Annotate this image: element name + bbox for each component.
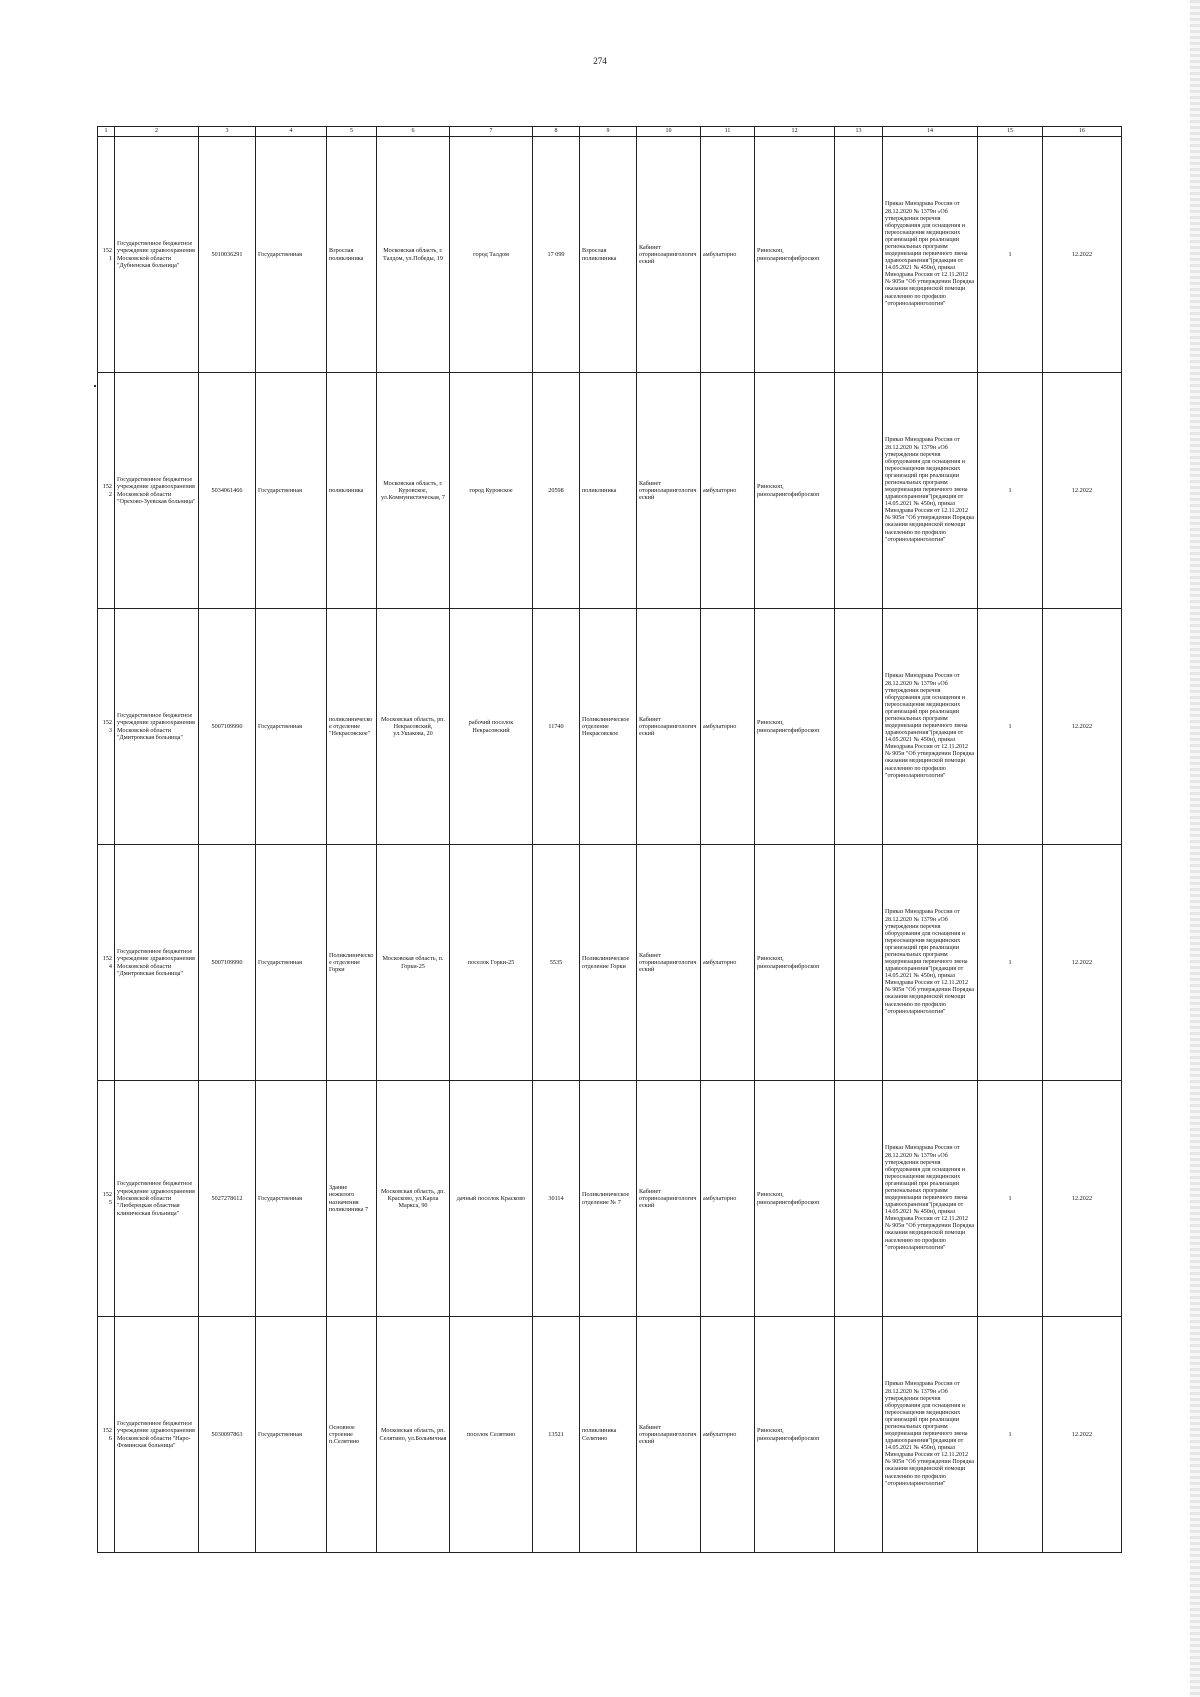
deadline-date: 12.2022 [1043,373,1122,609]
room: Кабинет оториноларингологический [637,845,701,1081]
unit: поликлиника Селятино [580,1317,637,1553]
subdivision: Здание нежилого назначения поликлиника 7 [327,1081,377,1317]
address: Московская область, рп. Некрасовский, ул.Ушакова, 20 [377,609,450,845]
organization-name: Государственное бюджетное учреждение здравоохранения Московской области "Люберецкая областная клиническая больница" [115,1081,199,1317]
ownership-form: Государственная [256,1081,327,1317]
population: 5535 [533,845,580,1081]
unit: Взрослая поликлиника [580,137,637,373]
inn: 5007109990 [199,845,256,1081]
equipment-registry-table [97,126,1122,1553]
address: Московская область, г. Куровское, ул.Коммунистическая, 7 [377,373,450,609]
unit: Поликлиническое отделение Горки [580,845,637,1081]
legal-basis: Приказ Минздрава России от 28.12.2020 № 1379н «Об утверждении перечня оборудования для оснащения и переоснащения медицинских организаций при реализации региональных программ модернизации первичного звена здравоохранения"(редакция от 14.05.2021 № 450н), приказ Минздрава России от 12.11.2012 № 905н "Об утверждении Порядка оказания медицинской помощи населению по профилю "оториноларингология" [883,609,978,845]
organization-name: Государственное бюджетное учреждение здравоохранения Московской области "Орехово-Зуевская больница" [115,373,199,609]
column-13-cell [835,845,883,1081]
column-header: 13 [835,127,883,137]
column-13-cell [835,1317,883,1553]
column-13-cell [835,373,883,609]
table-row [98,373,1122,609]
locality: рабочий поселок Некрасовский [450,609,533,845]
ownership-form: Государственная [256,609,327,845]
table-row [98,845,1122,1081]
locality: город Талдом [450,137,533,373]
column-header: 11 [701,127,755,137]
locality: поселок Горки-25 [450,845,533,1081]
column-header: 14 [883,127,978,137]
locality: поселок Селятино [450,1317,533,1553]
column-header: 15 [978,127,1043,137]
column-header: 8 [533,127,580,137]
ownership-form: Государственная [256,373,327,609]
column-number-row [98,127,1122,137]
column-header: 1 [98,127,115,137]
legal-basis: Приказ Минздрава России от 28.12.2020 № 1379н «Об утверждении перечня оборудования для оснащения и переоснащения медицинских организаций при реализации региональных программ модернизации первичного звена здравоохранения"(редакция от 14.05.2021 № 450н), приказ Минздрава России от 12.11.2012 № 905н "Об утверждении Порядка оказания медицинской помощи населению по профилю "оториноларингология" [883,1317,978,1553]
deadline-date: 12.2022 [1043,1317,1122,1553]
deadline-date: 12.2022 [1043,609,1122,845]
legal-basis: Приказ Минздрава России от 28.12.2020 № 1379н «Об утверждении перечня оборудования для оснащения и переоснащения медицинских организаций при реализации региональных программ модернизации первичного звена здравоохранения"(редакция от 14.05.2021 № 450н), приказ Минздрава России от 12.11.2012 № 905н "Об утверждении Порядка оказания медицинской помощи населению по профилю "оториноларингология" [883,137,978,373]
ownership-form: Государственная [256,845,327,1081]
inn: 5027278612 [199,1081,256,1317]
row-number: 1522 [98,373,115,609]
column-13-cell [835,609,883,845]
column-header: 9 [580,127,637,137]
inn: 5034061466 [199,373,256,609]
table-row [98,609,1122,845]
ownership-form: Государственная [256,137,327,373]
care-type: амбулаторно [701,1317,755,1553]
population: 13521 [533,1317,580,1553]
room: Кабинет оториноларингологический [637,609,701,845]
row-number: 1521 [98,137,115,373]
subdivision: Взрослая поликлиника [327,137,377,373]
equipment: Риноскоп, риноларингофиброскоп [755,1081,835,1317]
care-type: амбулаторно [701,1081,755,1317]
care-type: амбулаторно [701,373,755,609]
inn: 5010036291 [199,137,256,373]
legal-basis: Приказ Минздрава России от 28.12.2020 № 1379н «Об утверждении перечня оборудования для оснащения и переоснащения медицинских организаций при реализации региональных программ модернизации первичного звена здравоохранения"(редакция от 14.05.2021 № 450н), приказ Минздрава России от 12.11.2012 № 905н "Об утверждении Порядка оказания медицинской помощи населению по профилю "оториноларингология" [883,1081,978,1317]
room: Кабинет оториноларингологический [637,137,701,373]
legal-basis: Приказ Минздрава России от 28.12.2020 № 1379н «Об утверждении перечня оборудования для оснащения и переоснащения медицинских организаций при реализации региональных программ модернизации первичного звена здравоохранения"(редакция от 14.05.2021 № 450н), приказ Минздрава России от 12.11.2012 № 905н "Об утверждении Порядка оказания медицинской помощи населению по профилю "оториноларингология" [883,845,978,1081]
population: 17 099 [533,137,580,373]
legal-basis: Приказ Минздрава России от 28.12.2020 № 1379н «Об утверждении перечня оборудования для оснащения и переоснащения медицинских организаций при реализации региональных программ модернизации первичного звена здравоохранения"(редакция от 14.05.2021 № 450н), приказ Минздрава России от 12.11.2012 № 905н "Об утверждении Порядка оказания медицинской помощи населению по профилю "оториноларингология" [883,373,978,609]
quantity: 1 [978,1317,1043,1553]
row-number: 1526 [98,1317,115,1553]
column-13-cell [835,137,883,373]
equipment: Риноскоп, риноларингофиброскоп [755,845,835,1081]
unit: Поликлиническое отделение Некрасовское [580,609,637,845]
address: Московская область, г. Талдом, ул.Победы, 19 [377,137,450,373]
table-row [98,1317,1122,1553]
unit: поликлиника [580,373,637,609]
deadline-date: 12.2022 [1043,845,1122,1081]
room: Кабинет оториноларингологический [637,1081,701,1317]
unit: Поликлиническое отделение № 7 [580,1081,637,1317]
deadline-date: 12.2022 [1043,1081,1122,1317]
row-number: 1523 [98,609,115,845]
population: 11740 [533,609,580,845]
column-13-cell [835,1081,883,1317]
address: Московская область, рп. Селятино, ул.Больничная [377,1317,450,1553]
locality: дачный поселок Красково [450,1081,533,1317]
column-header: 4 [256,127,327,137]
subdivision: поликлиническое отделение "Некрасовское" [327,609,377,845]
subdivision: Основное строение п.Селятино [327,1317,377,1553]
equipment: Риноскоп, риноларингофиброскоп [755,1317,835,1553]
row-number: 1524 [98,845,115,1081]
subdivision: поликлиника [327,373,377,609]
quantity: 1 [978,1081,1043,1317]
column-header: 3 [199,127,256,137]
column-header: 10 [637,127,701,137]
care-type: амбулаторно [701,609,755,845]
column-header: 12 [755,127,835,137]
column-header: 2 [115,127,199,137]
column-header: 5 [327,127,377,137]
room: Кабинет оториноларингологический [637,1317,701,1553]
scan-edge-strip [1190,0,1200,1697]
column-header: 7 [450,127,533,137]
table-row [98,1081,1122,1317]
deadline-date: 12.2022 [1043,137,1122,373]
organization-name: Государственное бюджетное учреждение здравоохранения Московской области "Дубненская больница" [115,137,199,373]
care-type: амбулаторно [701,137,755,373]
quantity: 1 [978,373,1043,609]
organization-name: Государственное бюджетное учреждение здравоохранения Московской области "Наро-Фоминская больница" [115,1317,199,1553]
equipment: Риноскоп, риноларингофиброскоп [755,137,835,373]
locality: город Куровское [450,373,533,609]
scan-speck [94,385,96,387]
page-number: 274 [593,56,607,66]
organization-name: Государственное бюджетное учреждение здравоохранения Московской области "Дмитровская больница" [115,609,199,845]
address: Московская область, п. Горки-25 [377,845,450,1081]
population: 30114 [533,1081,580,1317]
quantity: 1 [978,845,1043,1081]
quantity: 1 [978,609,1043,845]
room: Кабинет оториноларингологический [637,373,701,609]
row-number: 1525 [98,1081,115,1317]
column-header: 16 [1043,127,1122,137]
subdivision: Поликлиническое отделение Горки [327,845,377,1081]
population: 20598 [533,373,580,609]
inn: 5007109990 [199,609,256,845]
quantity: 1 [978,137,1043,373]
equipment: Риноскоп, риноларингофиброскоп [755,373,835,609]
organization-name: Государственное бюджетное учреждение здравоохранения Московской области "Дмитровская больница" [115,845,199,1081]
care-type: амбулаторно [701,845,755,1081]
column-header: 6 [377,127,450,137]
equipment: Риноскоп, риноларингофиброскоп [755,609,835,845]
table-row [98,137,1122,373]
inn: 5030097863 [199,1317,256,1553]
address: Московская область, дп. Красково, ул.Карла Маркса, 90 [377,1081,450,1317]
ownership-form: Государственная [256,1317,327,1553]
